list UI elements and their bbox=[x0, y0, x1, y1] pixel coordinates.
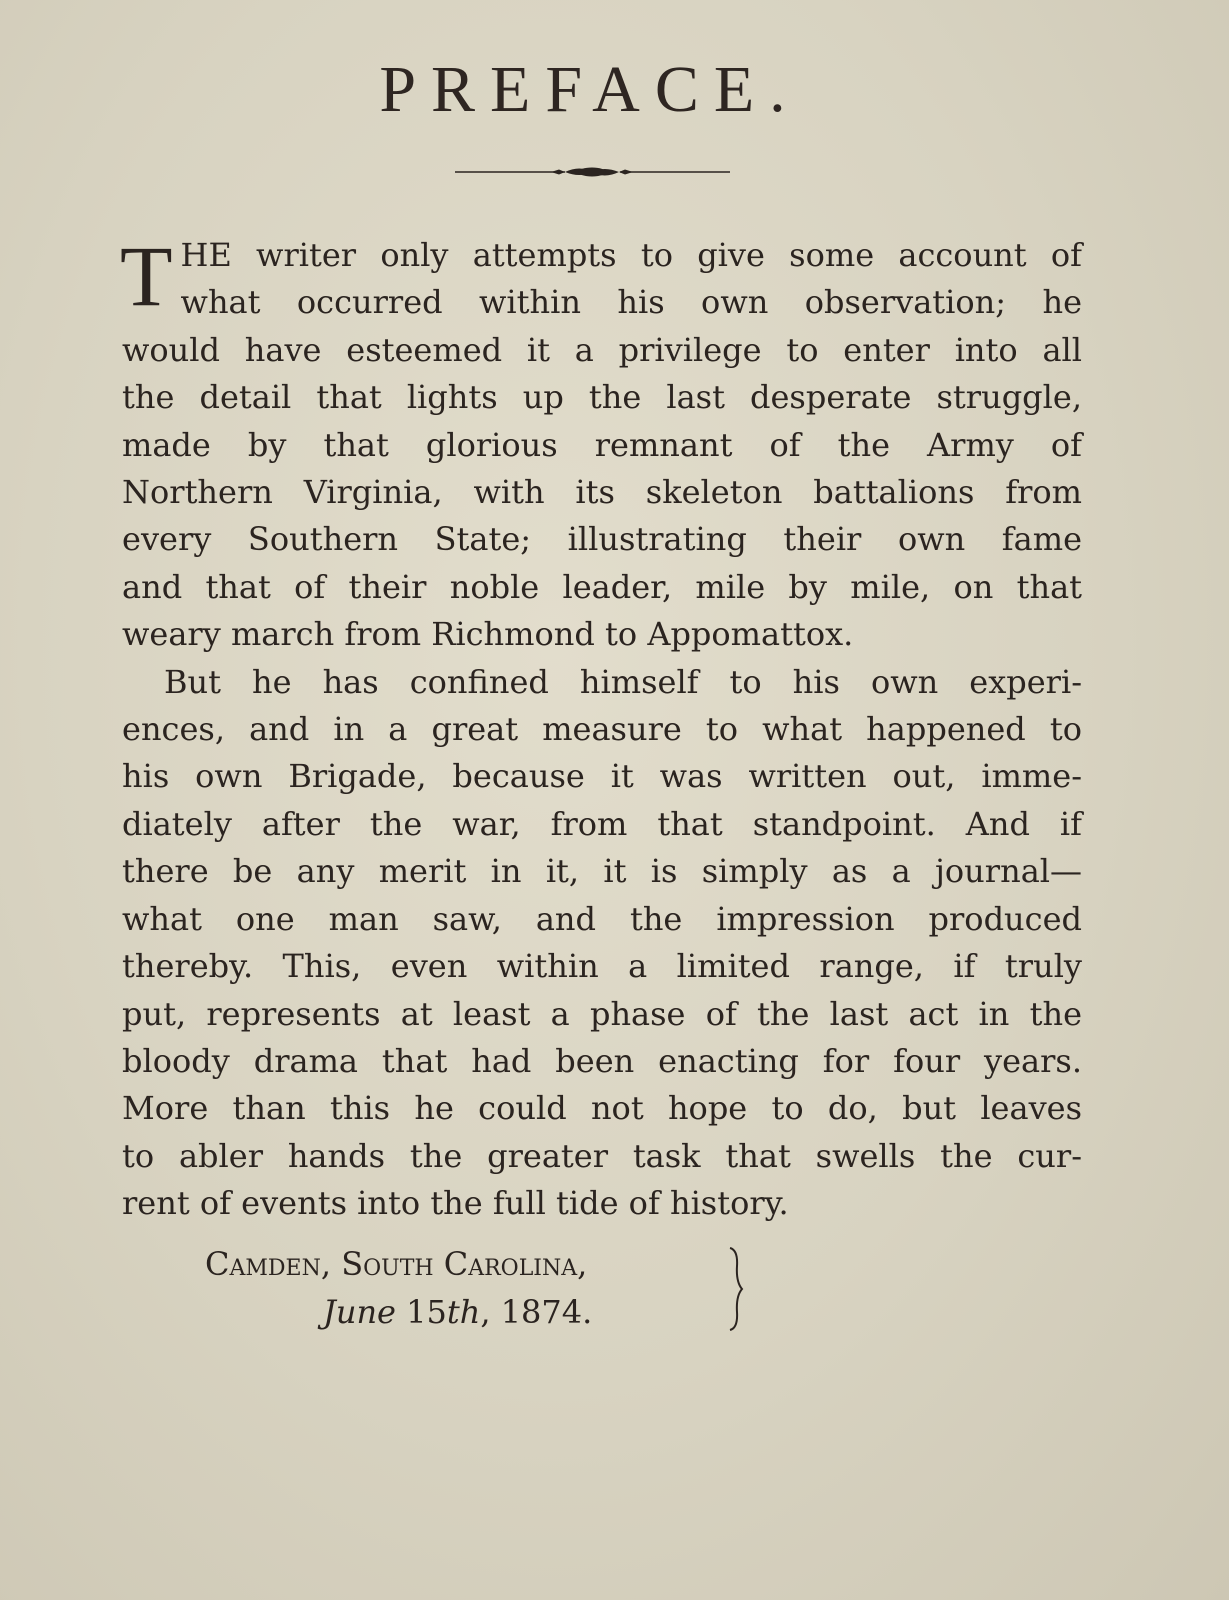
text-line: put, represents at least a phase of the last act in the bbox=[122, 994, 1082, 1033]
signature-date: June 15th, 1874. bbox=[323, 1293, 593, 1331]
text-line: thereby. This, even within a limited range, if truly bbox=[122, 947, 1082, 986]
preface-body bbox=[120, 228, 1082, 1228]
text-line: what one man saw, and the impression produced bbox=[122, 899, 1082, 938]
signature-block bbox=[205, 1240, 765, 1336]
paragraph-2 bbox=[122, 659, 1082, 1228]
text-line: every Southern State; illustrating their own fame bbox=[122, 520, 1082, 559]
signature-brace bbox=[726, 1246, 746, 1332]
text-line: and that of their noble leader, mile by mile, on that bbox=[122, 567, 1082, 606]
text-line: weary march from Richmond to Appomattox. bbox=[122, 615, 854, 654]
text-line: rent of events into the full tide of history. bbox=[122, 1184, 789, 1223]
text-line: Northern Virginia, with its skeleton battalions from bbox=[122, 473, 1082, 512]
text-line: bloody drama that had been enacting for four years. bbox=[122, 1041, 1082, 1080]
date-day-suffix: th bbox=[446, 1293, 481, 1331]
text-line: what occurred within his own observation; he bbox=[180, 283, 1082, 322]
paragraph-1 bbox=[120, 228, 1082, 659]
date-year: , 1874. bbox=[480, 1293, 593, 1331]
date-month: June bbox=[323, 1293, 396, 1331]
title-ornament-rule bbox=[455, 160, 730, 184]
text-line: made by that glorious remnant of the Army of bbox=[122, 425, 1082, 464]
text-line: the detail that lights up the last desperate struggle, bbox=[122, 378, 1082, 417]
page-title: PREFACE. bbox=[379, 53, 801, 126]
text-line: his own Brigade, because it was written out, imme- bbox=[122, 757, 1082, 796]
drop-cap-letter: T bbox=[120, 228, 173, 324]
signature-place: Camden, South Carolina, bbox=[205, 1245, 588, 1283]
text-line: More than this he could not hope to do, but leaves bbox=[122, 1089, 1082, 1128]
text-line: there be any merit in it, it is simply as a journal— bbox=[122, 852, 1082, 891]
text-line: to abler hands the greater task that swells the cur- bbox=[122, 1136, 1082, 1175]
text-line: ences, and in a great measure to what happened to bbox=[122, 710, 1082, 749]
text-line: But he has confined himself to his own experi- bbox=[164, 662, 1082, 701]
text-line: would have esteemed it a privilege to enter into all bbox=[122, 330, 1082, 369]
first-word-small-caps: HE bbox=[180, 236, 232, 274]
text-line: HE writer only attempts to give some account of bbox=[180, 236, 1082, 274]
text-line: diately after the war, from that standpoint. And if bbox=[122, 804, 1082, 843]
